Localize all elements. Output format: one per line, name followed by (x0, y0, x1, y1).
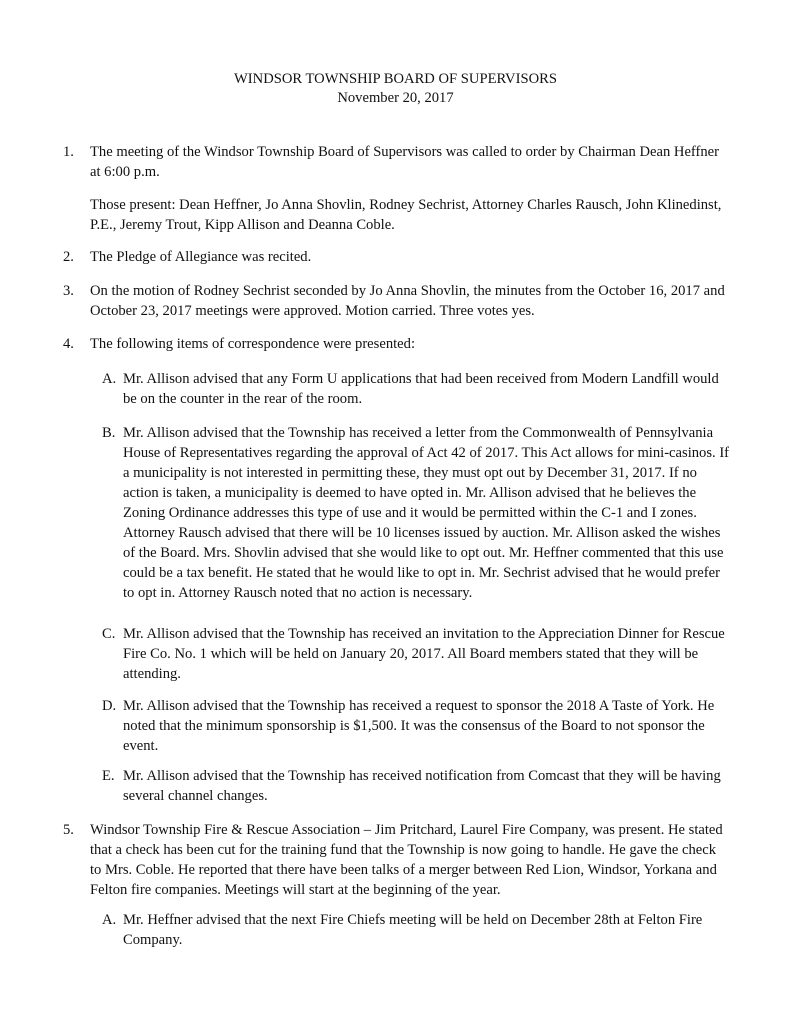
item-number: 2. (63, 249, 74, 265)
sub-item-letter: A. (102, 371, 117, 387)
fire-item-a (102, 910, 733, 950)
correspondence-item-a (102, 369, 733, 409)
item-number: 5. (63, 822, 74, 838)
correspondence-item-b (102, 423, 733, 603)
item-number: 3. (63, 283, 74, 299)
meeting-date: November 20, 2017 (337, 90, 454, 106)
sub-item-letter: B. (102, 425, 116, 441)
item-text: The following items of correspondence were presented: (90, 336, 415, 352)
item-text: The meeting of the Windsor Township Board of Supervisors was called to order by Chairman Dean Heffner at 6:00 p.m. (90, 144, 720, 180)
sub-item-text: Mr. Allison advised that any Form U applications that had been received from Modern Landfill would be on the counter in the rear of the room. (123, 371, 719, 407)
correspondence-item-d (102, 696, 733, 756)
minutes-item-2 (63, 247, 730, 267)
correspondence-item-e (102, 766, 733, 806)
item-number: 1. (63, 144, 74, 160)
sub-item-text: Mr. Allison advised that the Township has received an invitation to the Appreciation Dinner for Rescue Fire Co. No. 1 which will be held on January 20, 2017. All Board members stated that they will be attending. (123, 626, 725, 682)
sub-item-letter: C. (102, 626, 116, 642)
sub-item-text: Mr. Heffner advised that the next Fire Chiefs meeting will be held on December 28th at Felton Fire Company. (123, 912, 703, 948)
sub-item-text: Mr. Allison advised that the Township has received a letter from the Commonwealth of Pennsylvania House of Representatives regarding the approval of Act 42 of 2017. This Act allows for mini-casinos. If a municipality is not interested in permitting these, they must opt out by December 31, 2017. If no action is taken, a municipality is deemed to have opted in. Mr. Allison advised that he believes the Zoning Ordinance addresses this type of use and it would be permitted within the C-1 and I zones. Attorney Rausch advised that there will be 10 licenses issued by auction. Mr. Allison asked the wishes of the Board. Mrs. Shovlin advised that she would like to opt out. Mr. Heffner commented that this use could be a tax benefit. He stated that he would like to opt in. Mr. Sechrist advised that he would prefer to opt in. Attorney Rausch noted that no action is necessary. (123, 425, 730, 601)
sub-item-text: Mr. Allison advised that the Township has received a request to sponsor the 2018 A Taste of York. He noted that the minimum sponsorship is $1,500. It was the consensus of the Board to not sponsor the event. (123, 698, 715, 754)
sub-item-text: Mr. Allison advised that the Township has received notification from Comcast that they will be having several channel changes. (123, 768, 721, 804)
attendance-text: Those present: Dean Heffner, Jo Anna Shovlin, Rodney Sechrist, Attorney Charles Rausch, John Klinedinst, P.E., Jeremy Trout, Kipp Allison and Deanna Coble. (90, 197, 722, 233)
sub-item-letter: D. (102, 698, 117, 714)
minutes-item-3 (63, 281, 730, 321)
attendance-paragraph (90, 195, 730, 235)
correspondence-item-c (102, 624, 733, 684)
document-title: WINDSOR TOWNSHIP BOARD OF SUPERVISORS (234, 71, 557, 87)
item-text: The Pledge of Allegiance was recited. (90, 249, 312, 265)
item-text: On the motion of Rodney Sechrist seconded by Jo Anna Shovlin, the minutes from the October 16, 2017 and October 23, 2017 meetings were approved. Motion carried. Three votes yes. (90, 283, 725, 319)
minutes-item-4 (63, 334, 730, 354)
document-header (0, 70, 791, 108)
sub-item-letter: E. (102, 768, 115, 784)
minutes-item-5 (63, 820, 730, 900)
item-number: 4. (63, 336, 74, 352)
item-text: Windsor Township Fire & Rescue Association – Jim Pritchard, Laurel Fire Company, was present. He stated that a check has been cut for the training fund that the Township is now going to handle. He gave the check to Mrs. Coble. He reported that there have been talks of a merger between Red Lion, Windsor, Yorkana and Felton fire companies. Meetings will start at the beginning of the year. (90, 822, 723, 898)
sub-item-letter: A. (102, 912, 117, 928)
minutes-item-1 (63, 142, 730, 182)
